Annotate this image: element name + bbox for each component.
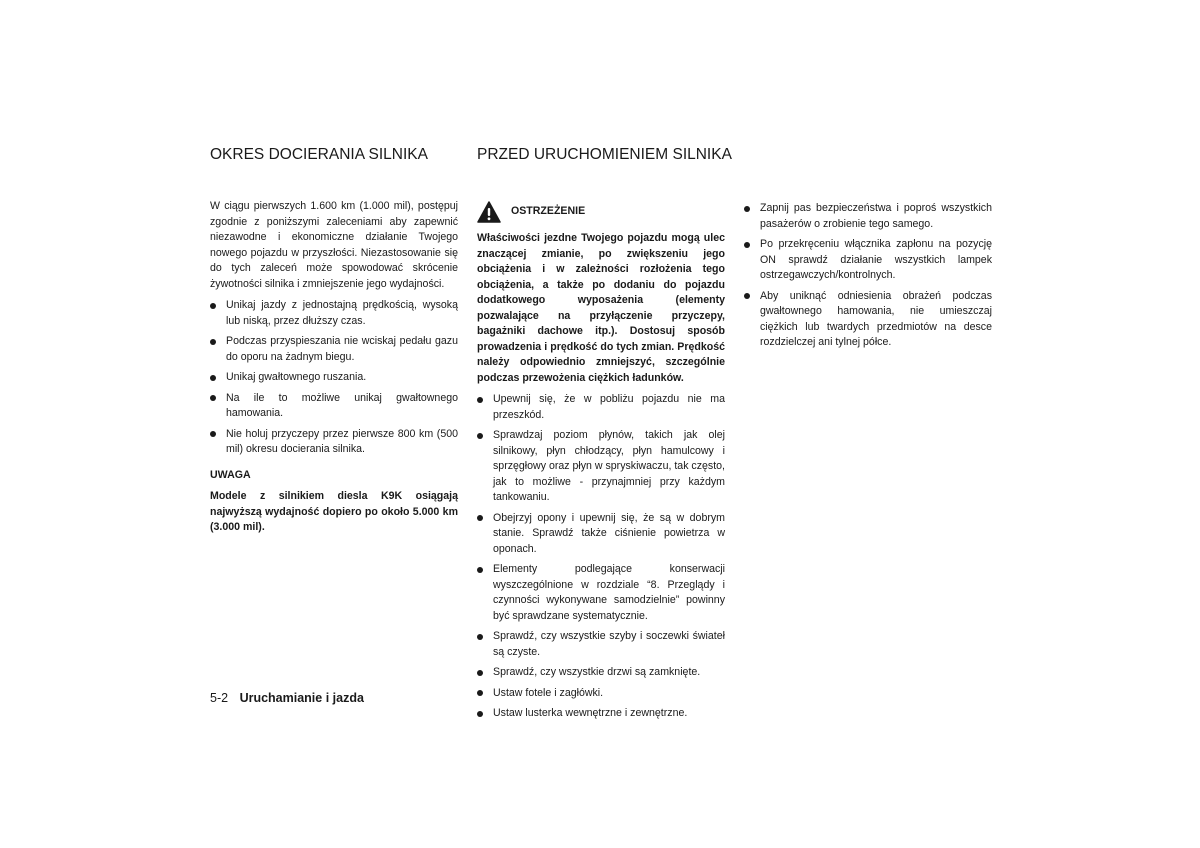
list-item-text: Unikaj jazdy z jednostajną prędkością, wysoką lub niską, przez dłuższy czas. bbox=[226, 299, 458, 327]
page-number: 5-2 bbox=[210, 691, 229, 705]
list-item-text: Nie holuj przyczepy przez pierwsze 800 km (500 mil) okresu docierania silnika. bbox=[226, 427, 458, 455]
bullet-icon bbox=[477, 433, 483, 439]
bullet-icon bbox=[744, 242, 750, 248]
bullet-icon bbox=[477, 515, 483, 521]
intro-paragraph: W ciągu pierwszych 1.600 km (1.000 mil), postępuj zgodnie z poniższymi zaleceniami aby zapewnić niezawodne i ekonomiczne działanie Twojego nowego pojazdu w przyszłości. Niezastosowanie się do tych zaleceń może spowodować skrócenie żywotności silnika i zmniejszenie jego wydajności. bbox=[210, 200, 458, 290]
warning-title: OSTRZEŻENIE bbox=[511, 205, 586, 218]
section-heading-break-in: OKRES DOCIERANIA SILNIKA bbox=[210, 146, 428, 163]
list-item-text: Aby uniknąć odniesienia obrażeń podczas gwałtownego hamowania, nie umieszczaj ciężkich lub twardych przedmiotów na desce rozdzielczej ani tylnej półce. bbox=[760, 289, 992, 348]
list-item bbox=[477, 686, 725, 702]
bullet-icon bbox=[210, 339, 216, 345]
safety-list bbox=[744, 201, 992, 351]
bullet-icon bbox=[744, 293, 750, 299]
list-item bbox=[210, 391, 458, 422]
warning-header bbox=[477, 201, 725, 223]
bullet-icon bbox=[210, 375, 216, 381]
note-text: Modele z silnikiem diesla K9K osiągają najwyższą wydajność dopiero po około 5.000 km (3.000 mil). bbox=[210, 490, 458, 533]
right-column-body bbox=[744, 201, 992, 356]
bullet-icon bbox=[210, 431, 216, 437]
list-item bbox=[210, 370, 458, 386]
list-item bbox=[477, 562, 725, 624]
list-item-text: Elementy podlegające konserwacji wyszczególnione w rozdziale “8. Przeglądy i czynności wykonywane samodzielnie” powinny być sprawdzane systematycznie. bbox=[493, 563, 725, 622]
list-item bbox=[477, 392, 725, 423]
list-item bbox=[210, 427, 458, 458]
list-item-text: Po przekręceniu włącznika zapłonu na pozycję ON sprawdź działanie wszystkich lampek ostrzegawczych/kontrolnych. bbox=[760, 238, 992, 281]
middle-column-body bbox=[477, 201, 725, 727]
warning-triangle-icon bbox=[477, 201, 501, 223]
list-item-text: Zapnij pas bezpieczeństwa i poproś wszystkich pasażerów o zrobienie tego samego. bbox=[760, 202, 992, 230]
list-item-text: Unikaj gwałtownego ruszania. bbox=[226, 371, 367, 383]
list-item bbox=[210, 298, 458, 329]
list-item bbox=[477, 629, 725, 660]
list-item bbox=[477, 428, 725, 506]
list-item-text: Podczas przyspieszania nie wciskaj pedału gazu do oporu na żadnym biegu. bbox=[226, 335, 458, 363]
list-item bbox=[477, 511, 725, 558]
bullet-icon bbox=[744, 206, 750, 212]
list-item-text: Sprawdź, czy wszystkie szyby i soczewki świateł są czyste. bbox=[493, 630, 725, 658]
bullet-icon bbox=[477, 670, 483, 676]
warning-text: Właściwości jezdne Twojego pojazdu mogą ulec znaczącej zmianie, po zwiększeniu jego obciążenia i w zależności rozłożenia tego obciążenia, a także po dodaniu do pojazdu dodatkowego wyposażenia (elementy pozwalające na przyłączenie przyczepy, bagażniki dachowe itp.). Dostosuj sposób prowadzenia i prędkość do tych zmian. Prędkość należy odpowiednio zmniejszyć, szczególnie podczas przewożenia ciężkich ładunków. bbox=[477, 232, 725, 384]
list-item-text: Ustaw lusterka wewnętrzne i zewnętrzne. bbox=[493, 707, 688, 719]
list-item-text: Upewnij się, że w pobliżu pojazdu nie ma przeszkód. bbox=[493, 393, 725, 421]
list-item bbox=[744, 289, 992, 351]
bullet-icon bbox=[477, 567, 483, 573]
left-column-body bbox=[210, 199, 458, 536]
bullet-icon bbox=[210, 303, 216, 309]
list-item-text: Sprawdź, czy wszystkie drzwi są zamknięte. bbox=[493, 666, 701, 678]
list-item bbox=[477, 706, 725, 722]
list-item-text: Ustaw fotele i zagłówki. bbox=[493, 686, 604, 699]
page-footer bbox=[210, 690, 364, 706]
list-item bbox=[744, 237, 992, 284]
before-start-list bbox=[477, 392, 725, 722]
bullet-icon bbox=[477, 690, 483, 696]
bullet-icon bbox=[477, 711, 483, 717]
bullet-icon bbox=[477, 397, 483, 403]
section-heading-before-start: PRZED URUCHOMIENIEM SILNIKA bbox=[477, 146, 732, 163]
break-in-list bbox=[210, 298, 458, 458]
note-title: UWAGA bbox=[210, 468, 251, 481]
list-item-text: Na ile to możliwe unikaj gwałtownego hamowania. bbox=[226, 391, 458, 419]
bullet-icon bbox=[477, 634, 483, 640]
bullet-icon bbox=[210, 395, 216, 401]
list-item-text: Obejrzyj opony i upewnij się, że są w dobrym stanie. Sprawdź także ciśnienie powietrza w oponach. bbox=[493, 511, 725, 555]
list-item bbox=[744, 201, 992, 232]
list-item bbox=[477, 665, 725, 681]
section-title: Uruchamianie i jazda bbox=[239, 691, 364, 705]
list-item-text: Sprawdzaj poziom płynów, takich jak olej silnikowy, płyn chłodzący, płyn hamulcowy i sprzęgłowy oraz płyn w spryskiwaczu, tak często, jak to możliwe - przynajmniej przy każdym tankowaniu. bbox=[493, 429, 725, 503]
list-item bbox=[210, 334, 458, 365]
